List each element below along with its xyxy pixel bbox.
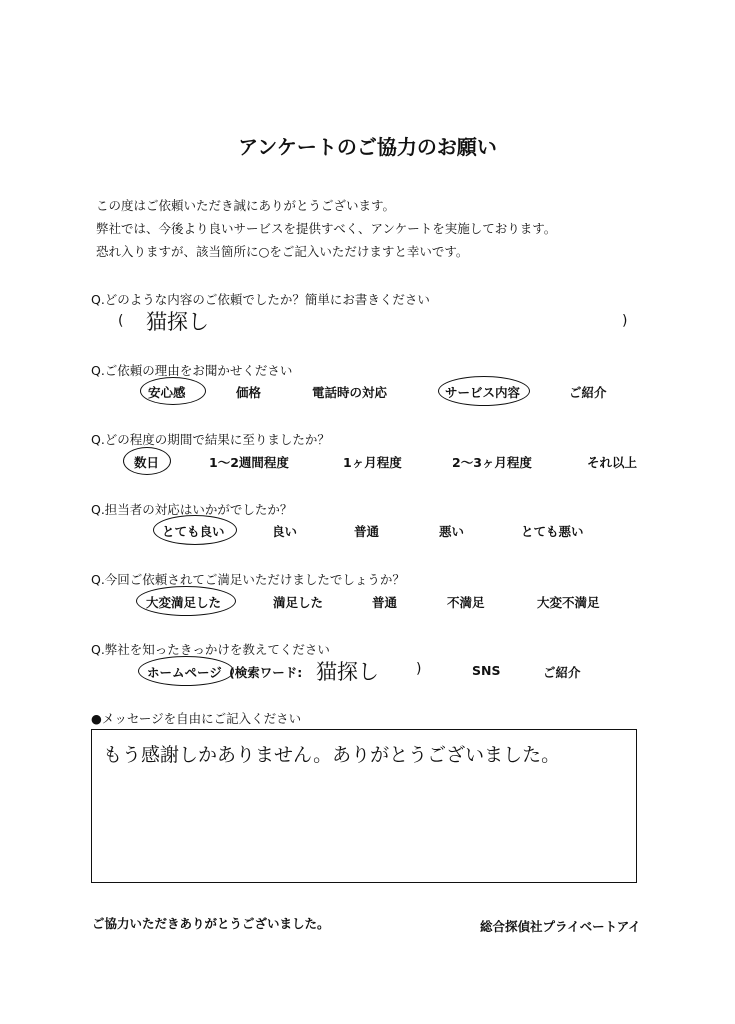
option-q5-2[interactable]: 満足した: [273, 595, 324, 610]
page-title: アンケートのご協力のお願い: [238, 135, 497, 159]
option-q3-1[interactable]: 数日: [134, 455, 160, 470]
option-q2-2[interactable]: 価格: [236, 385, 262, 400]
intro-line-1: この度はご依頼いただき誠にありがとうございます。: [96, 198, 396, 213]
option-q5-1[interactable]: 大変満足した: [146, 595, 222, 610]
option-q3-5[interactable]: それ以上: [587, 455, 638, 470]
option-q6-2[interactable]: SNS: [472, 663, 501, 678]
message-label: ●メッセージを自由にご記入ください: [91, 711, 302, 726]
search-word-handwritten: 猫探し: [316, 660, 379, 684]
question-2: Q.ご依頼の理由をお聞かせください: [91, 363, 293, 378]
option-q5-4[interactable]: 不満足: [447, 595, 485, 610]
intro-line-2: 弊社では、今後より良いサービスを提供すべく、アンケートを実施しております。: [96, 221, 557, 236]
selection-circle: [136, 586, 236, 616]
answer-handwritten: 猫探し: [146, 310, 209, 334]
option-q3-3[interactable]: 1ヶ月程度: [343, 455, 402, 470]
question-1: Q.どのような内容のご依頼でしたか？簡単にお書きください: [91, 292, 430, 307]
question-5: Q.今回ご依頼されてご満足いただけましたでしょうか？: [91, 572, 405, 587]
option-q2-1[interactable]: 安心感: [148, 385, 186, 400]
intro-line-3: 恐れ入りますが、該当箇所に○をご記入いただけますと幸いです。: [96, 244, 469, 259]
selection-circle: [140, 377, 206, 405]
footer-company: 総合探偵社プライベートアイ: [480, 919, 641, 934]
option-q4-3[interactable]: 普通: [354, 524, 380, 539]
selection-circle: [153, 515, 237, 545]
search-close-paren: ): [416, 661, 422, 677]
selection-circle: [138, 656, 234, 686]
option-q5-3[interactable]: 普通: [372, 595, 398, 610]
footer-thanks: ご協力いただきありがとうございました。: [92, 916, 330, 931]
option-q2-4[interactable]: サービス内容: [445, 385, 521, 400]
option-q2-3[interactable]: 電話時の対応: [312, 385, 388, 400]
search-word-label: (検索ワード:: [229, 665, 303, 680]
option-q6-1[interactable]: ホームページ: [147, 665, 222, 680]
message-handwritten: もう感謝しかありません。ありがとうございました。: [103, 744, 561, 766]
question-3: Q.どの程度の期間で結果に至りましたか？: [91, 432, 330, 447]
option-q3-4[interactable]: 2～3ヶ月程度: [452, 455, 532, 470]
option-q4-5[interactable]: とても悪い: [521, 524, 584, 539]
option-q6-3[interactable]: ご紹介: [543, 665, 581, 680]
answer-open-paren: (: [118, 313, 124, 329]
option-q2-5[interactable]: ご紹介: [569, 385, 607, 400]
question-6: Q.弊社を知ったきっかけを教えてください: [91, 642, 330, 657]
option-q3-2[interactable]: 1～2週間程度: [209, 455, 289, 470]
option-q4-2[interactable]: 良い: [272, 524, 298, 539]
option-q4-4[interactable]: 悪い: [439, 524, 465, 539]
option-q4-1[interactable]: とても良い: [162, 524, 225, 539]
question-4: Q.担当者の対応はいかがでしたか？: [91, 502, 293, 517]
option-q5-5[interactable]: 大変不満足: [537, 595, 600, 610]
selection-circle: [438, 376, 530, 406]
selection-circle: [123, 447, 171, 475]
answer-close-paren: ): [622, 313, 628, 329]
